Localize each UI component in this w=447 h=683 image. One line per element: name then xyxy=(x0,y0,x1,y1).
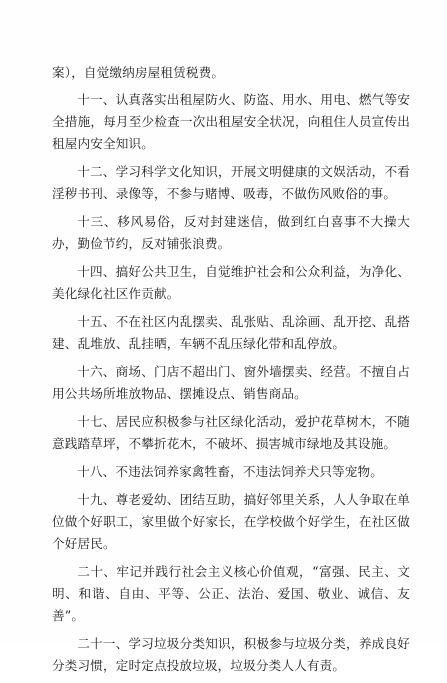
paragraph-article-17: 十七、居民应积极参与社区绿化活动，爱护花草树木，不随意践踏草坪，不攀折花木，不破坏、损害城市绿地及其设施。 xyxy=(52,414,410,451)
paragraph-article-11: 十一、认真落实出租屋防火、防盗、用水、用电、燃气等安全措施，每月至少检查一次出租屋安全状况，向租住人员宣传出租屋内安全知识。 xyxy=(52,92,410,151)
paragraph-article-21: 二十一、学习垃圾分类知识，积极参与垃圾分类，养成良好分类习惯，定时定点投放垃圾，垃圾分类人人有责。 xyxy=(52,636,410,673)
paragraph-article-20: 二十、牢记并践行社会主义核心价值观，“富强、民主、文明、和谐、自由、平等、公正、法治、爱国、敬业、诚信、友善”。 xyxy=(52,564,410,623)
paragraph-article-16: 十六、商场、门店不超出门、窗外墙摆卖、经营。不擅自占用公共场所堆放物品、摆摊设点、销售商品。 xyxy=(52,364,410,401)
paragraph-continuation: 案），自觉缴纳房屋租赁税费。 xyxy=(52,65,225,80)
document-body xyxy=(52,62,410,683)
paragraph-article-18: 十八、不违法饲养家禽牲畜，不违法饲养犬只等宠物。 xyxy=(77,464,384,479)
paragraph-article-19: 十九、尊老爱幼、团结互助，搞好邻里关系，人人争取在单位做个好职工，家里做个好家长，在学校做个好学生，在社区做个好居民。 xyxy=(52,492,410,551)
paragraph-article-14: 十四、搞好公共卫生，自觉维护社会和公众利益，为净化、美化绿化社区作贡献。 xyxy=(52,264,410,301)
paragraph-article-15: 十五、不在社区内乱摆卖、乱张贴、乱涂画、乱开挖、乱搭建、乱堆放、乱挂晒，车辆不乱压绿化带和乱停放。 xyxy=(52,314,410,351)
paragraph-article-13: 十三、移风易俗，反对封建迷信，做到红白喜事不大操大办，勤俭节约，反对铺张浪费。 xyxy=(52,214,410,251)
paragraph-article-12: 十二、学习科学文化知识，开展文明健康的文娱活动，不看淫秽书刊、录像等，不参与赌博、吸毒，不做伤风败俗的事。 xyxy=(52,164,410,201)
